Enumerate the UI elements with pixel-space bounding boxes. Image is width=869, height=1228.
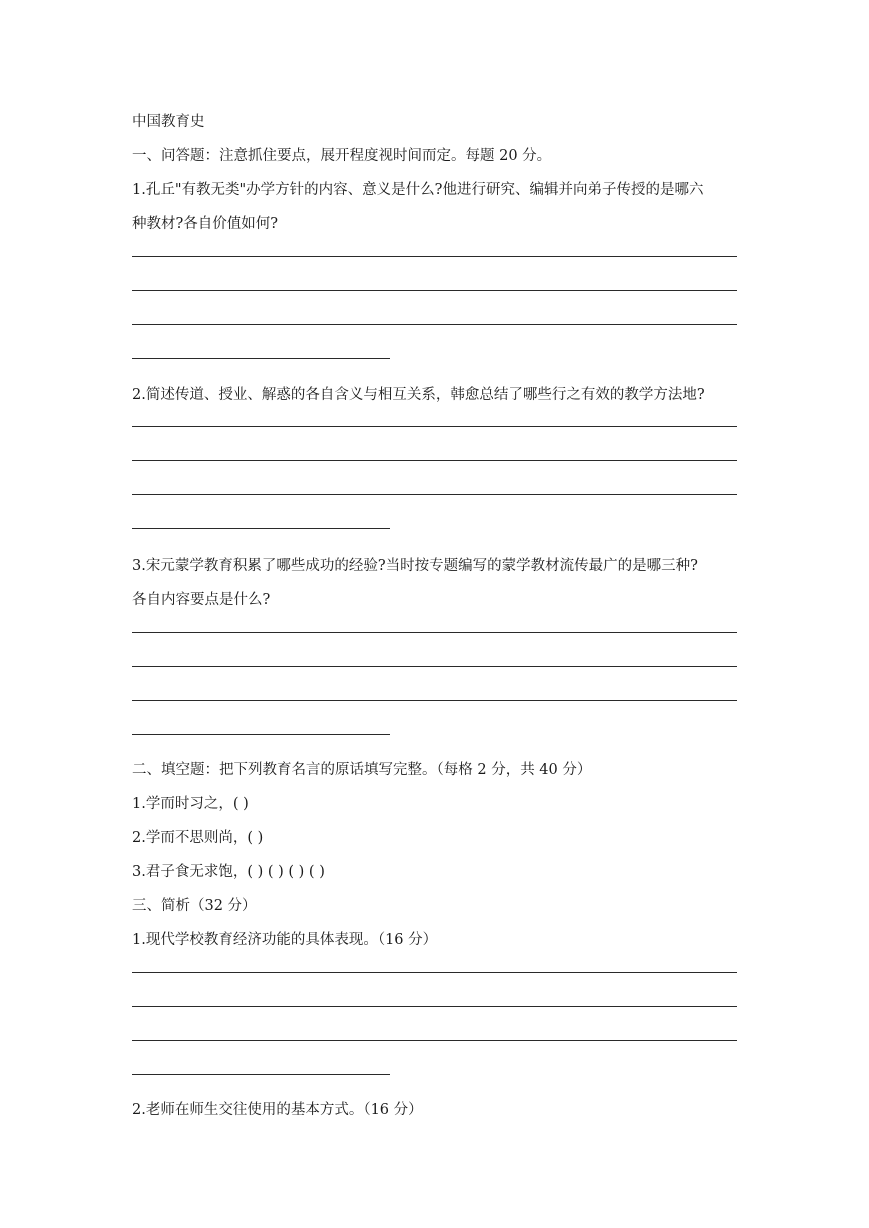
- analysis-question-2: 2.老师在师生交往使用的基本方式。（16 分）: [132, 1102, 423, 1118]
- section3-heading: 三、简析（32 分）: [132, 898, 257, 914]
- answer-line[interactable]: [132, 1040, 737, 1041]
- answer-line[interactable]: [132, 426, 737, 427]
- answer-line[interactable]: [132, 290, 737, 291]
- answer-line[interactable]: [132, 256, 737, 257]
- answer-line[interactable]: [132, 358, 390, 359]
- section1-heading: 一、问答题：注意抓住要点，展开程度视时间而定。每题 20 分。: [132, 148, 552, 164]
- question-1-line-2: 种教材?各自价值如何?: [132, 216, 279, 232]
- document-title: 中国教育史: [132, 114, 205, 130]
- answer-line[interactable]: [132, 632, 737, 633]
- fill-item-1[interactable]: 1.学而时习之，( ): [132, 796, 249, 812]
- question-1-line-1: 1.孔丘"有教无类"办学方针的内容、意义是什么?他进行研究、编辑并向弟子传授的是哪六: [132, 182, 704, 198]
- answer-line[interactable]: [132, 1006, 737, 1007]
- fill-item-2[interactable]: 2.学而不思则尚，( ): [132, 830, 264, 846]
- answer-line[interactable]: [132, 1074, 390, 1075]
- question-3-line-1: 3.宋元蒙学教育积累了哪些成功的经验?当时按专题编写的蒙学教材流传最广的是哪三种?: [132, 558, 698, 574]
- question-3-line-2: 各自内容要点是什么?: [132, 592, 271, 608]
- answer-line[interactable]: [132, 700, 737, 701]
- analysis-question-1: 1.现代学校教育经济功能的具体表现。（16 分）: [132, 932, 438, 948]
- answer-line[interactable]: [132, 666, 737, 667]
- answer-line[interactable]: [132, 972, 737, 973]
- answer-line[interactable]: [132, 494, 737, 495]
- answer-line[interactable]: [132, 324, 737, 325]
- fill-item-3[interactable]: 3.君子食无求饱，( ) ( ) ( ) ( ): [132, 864, 325, 880]
- answer-line[interactable]: [132, 528, 390, 529]
- question-2-line-1: 2.简述传道、授业、解惑的各自含义与相互关系，韩愈总结了哪些行之有效的教学方法地?: [132, 387, 705, 403]
- answer-line[interactable]: [132, 460, 737, 461]
- answer-line[interactable]: [132, 734, 390, 735]
- section2-heading: 二、填空题：把下列教育名言的原话填写完整。（每格 2 分，共 40 分）: [132, 762, 592, 778]
